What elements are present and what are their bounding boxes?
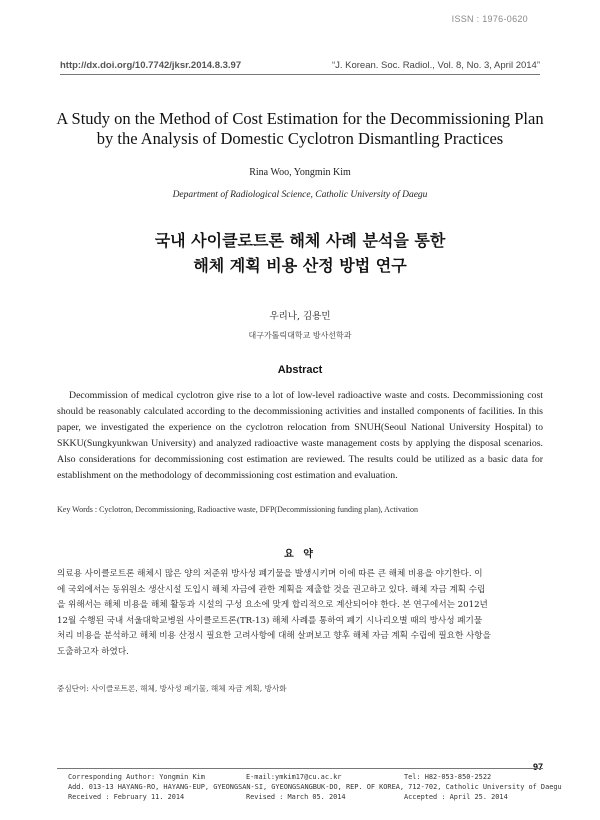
department-en: Department of Radiological Science, Catholic University of Daegu: [172, 190, 428, 200]
summary-ko-line: 의료용 사이클로트론 해체시 많은 양의 저준위 방사성 폐기물을 발생시키며 이에 따른 큰 해체 비용을 야기한다. 이: [57, 569, 483, 579]
summary-ko-line: 에 국외에서는 동위원소 생산시설 도입시 해체 자금에 관한 계획을 제출할 것을 권고하고 있다. 해체 자금 계획 수립: [57, 584, 486, 595]
summary-ko-heading: 요 약: [284, 549, 316, 560]
revised-date: Revised : March 05. 2014: [246, 793, 346, 801]
summary-ko-line: 처리 비용을 분석하고 해체 비용 산정시 필요한 고려사항에 대해 살펴보고 향후 해체 자금 계획 수립에 필요한 사항을: [57, 631, 491, 641]
issn: ISSN : 1976-0620: [451, 14, 528, 24]
summary-ko-body: [57, 567, 543, 660]
accepted-date: Accepted : April 25. 2014: [404, 793, 508, 801]
summary-ko-line: 12월 수행된 국내 서울대학교병원 사이클로트론(TR-13) 해체 사례를 통하여 폐기 시나리오별 때의 방사성 폐기물: [57, 615, 483, 626]
page-number: 97: [532, 762, 543, 772]
abstract-heading: Abstract: [277, 364, 323, 376]
received-date: Received : February 11. 2014: [68, 793, 185, 801]
title-en-line-2: by the Analysis of Domestic Cyclotron Dismantling Practices: [96, 129, 504, 148]
summary-ko-line: 도출하고자 하였다.: [57, 646, 129, 657]
title-ko-line-1: 국내 사이클로트론 해체 사례 분석을 통한: [154, 231, 446, 250]
corresponding-author: Corresponding Author: Yongmin Kim: [68, 773, 205, 781]
doi-link[interactable]: http://dx.doi.org/10.7742/jksr.2014.8.3.97: [60, 60, 242, 71]
keywords-ko: 중심단어: 사이클로트론, 해체, 방사성 폐기물, 해체 자금 계획, 방사화: [57, 684, 287, 693]
title-en-line-1: A Study on the Method of Cost Estimation for the Decommissioning Plan: [56, 109, 544, 128]
journal-citation: “J. Korean. Soc. Radiol., Vol. 8, No. 3, April 2014”: [331, 60, 540, 71]
abstract-body: Decommission of medical cyclotron give rise to a lot of low-level radioactive waste and costs. Decommissioning cost should be reasonably calculated according to the decommissioning activities and installed components of facilities. In this paper, we investigated the experience on the cyclotron relocation from SNUH(Seoul National University Hospital) to SKKU(Sungkyunkwan University) and analyzed radioactive waste management costs by applying the disposal scenarios. Also considerations for decommissioning cost estimation are reviewed. The results could be utilized as a basic data for establishment on the methodology of decommissioning cost estimation and evaluation.: [57, 390, 543, 481]
header-divider: [60, 74, 540, 75]
title-ko-line-2: 해체 계획 비용 산정 방법 연구: [193, 256, 407, 275]
summary-ko-line: 을 위해서는 해체 비용을 해체 활동과 시설의 구성 요소에 맞게 합리적으로 계산되어야 한다. 본 연구에서는 2012년: [57, 600, 488, 610]
paper-title-en: [40, 109, 560, 149]
authors-en: Rina Woo, Yongmin Kim: [249, 167, 351, 178]
paper-title-ko: [0, 228, 600, 278]
authors-ko: 우리나, 김용민: [269, 311, 331, 322]
author-address: Add. 013-13 HAYANG-RO, HAYANG-EUP, GYEONGSAN-SI, GYEONGSANGBUK-DO, REP. OF KOREA, 712-702, Catholic University of Daegu: [68, 783, 562, 791]
keywords-en: Key Words : Cyclotron, Decommissioning, Radioactive waste, DFP(Decommissioning funding plan), Activation: [57, 505, 418, 514]
author-email[interactable]: E-mail:ymkim17@cu.ac.kr: [246, 773, 342, 781]
department-ko: 대구가톨릭대학교 방사선학과: [248, 331, 352, 340]
author-tel: Tel: H82-053-850-2522: [404, 773, 492, 781]
